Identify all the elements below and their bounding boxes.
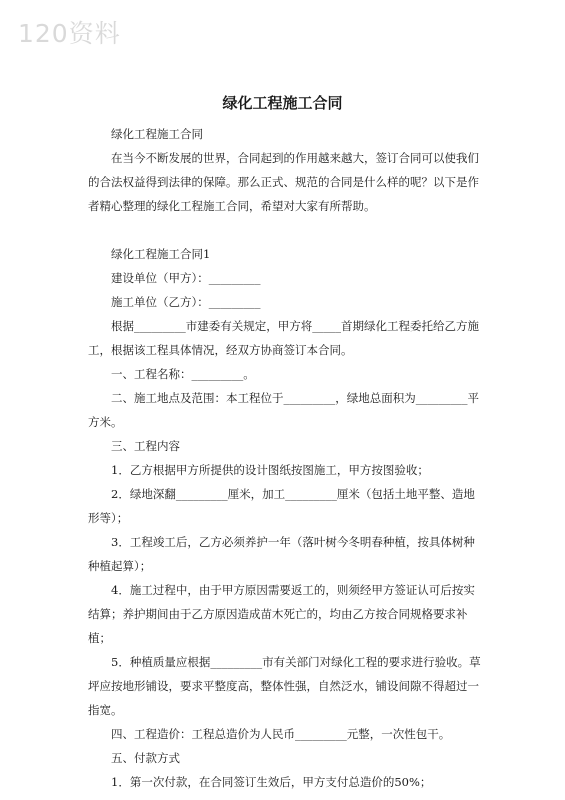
paragraph-item-5: 5．种植质量应根据_________市有关部门对绿化工程的要求进行验收。草坪应按地形铺设，要求平整度高，整体性强，自然泛水，铺设间隙不得超过一指宽。 (88, 655, 481, 717)
paragraph-item-4: 4．施工过程中，由于甲方原因需要返工的，则须经甲方签证认可后按实结算；养护期间由于乙方原因造成苗木死亡的，均由乙方按合同规格要求补植； (88, 583, 475, 645)
watermark: 120资料 (18, 19, 121, 48)
paragraph-cost: 四、工程造价：工程总造价为人民币_________元整，一次性包干。 (111, 727, 451, 741)
paragraph-basis: 根据_________市建委有关规定，甲方将_____首期绿化工程委托给乙方施工，根据该工程具体情况，经双方协商签订本合同。 (88, 319, 479, 357)
document-body (88, 122, 481, 794)
paragraph-payment-heading: 五、付款方式 (111, 751, 180, 765)
paragraph-section-content: 三、工程内容 (111, 439, 180, 453)
paragraph-intro: 在当今不断发展的世界，合同起到的作用越来越大，签订合同可以使我们的合法权益得到法律的保障。那么正式、规范的合同是什么样的呢？以下是作者精心整理的绿化工程施工合同，希望对大家有所帮助。 (88, 151, 479, 213)
paragraph-item-3: 3．工程竣工后，乙方必须养护一年（落叶树今冬明春种植，按具体树种种植起算）； (88, 535, 475, 573)
paragraph-subtitle: 绿化工程施工合同 (111, 127, 203, 141)
paragraph-contract-heading: 绿化工程施工合同1 (111, 247, 211, 261)
paragraph-project-name: 一、工程名称：_________。 (111, 367, 255, 381)
paragraph-party-b: 施工单位（乙方）：_________ (111, 295, 261, 309)
paragraph-payment-1: 1．第一次付款，在合同签订生效后，甲方支付总造价的50%； (111, 775, 432, 789)
paragraph-location: 二、施工地点及范围：本工程位于_________，绿地总面积为_________平方米。 (88, 391, 479, 429)
paragraph-item-1: 1．乙方根据甲方所提供的设计图纸按图施工，甲方按图验收； (111, 463, 429, 477)
document-title: 绿化工程施工合同 (222, 94, 343, 112)
paragraph-party-a: 建设单位（甲方）：_________ (111, 271, 261, 285)
paragraph-item-2: 2．绿地深翻_________厘米，加工_________厘米（包括土地平整、造地形等）； (88, 487, 475, 525)
